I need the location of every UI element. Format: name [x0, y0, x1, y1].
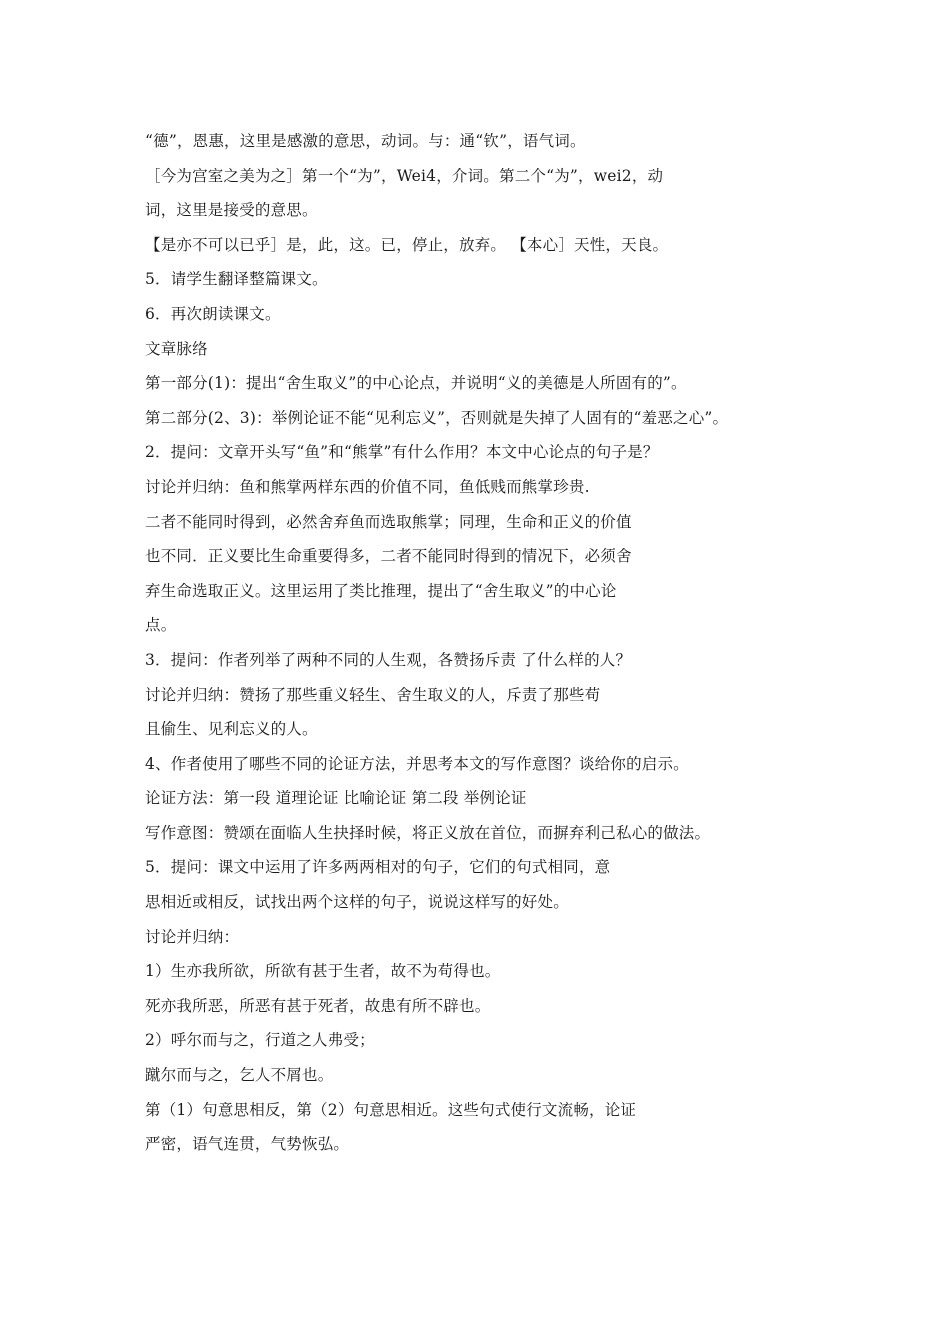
text-line: 1）生亦我所欲，所欲有甚于生者，故不为苟得也。 — [145, 962, 501, 981]
text-line: 讨论并归纳：赞扬了那些重义轻生、舍生取义的人，斥责了那些苟 — [145, 685, 601, 704]
text-line: 第（1）句意思相反，第（2）句意思相近。这些句式使行文流畅，论证 — [145, 1100, 637, 1119]
text-line: 且偷生、见利忘义的人。 — [145, 720, 318, 739]
text-line: 讨论并归纳： — [145, 927, 240, 946]
section-heading: 文章脉络 — [145, 339, 208, 358]
text-line: 第二部分(2、3)：举例论证不能“见利忘义”，否则就是失掉了人固有的“羞恶之心”。 — [145, 408, 729, 427]
text-line: 2．提问：文章开头写“鱼”和“熊掌”有什么作用？本文中心论点的句子是？ — [145, 443, 659, 462]
text-line: “德”，恩惠，这里是感激的意思，动词。与：通“钦”，语气词。 — [145, 132, 586, 150]
text-line: 二者不能同时得到，必然舍弃鱼而选取熊掌；同理，生命和正义的价值 — [145, 512, 632, 531]
text-line: 第一部分(1)：提出“舍生取义”的中心论点，并说明“义的美德是人所固有的”。 — [145, 374, 687, 393]
text-line: ［今为宫室之美为之］第一个“为”，Wei4，介词。第二个“为”，wei2，动 — [145, 166, 664, 185]
text-line: 思相近或相反，试找出两个这样的句子，说说这样写的好处。 — [145, 893, 569, 912]
text-line: 也不同．正义要比生命重要得多，二者不能同时得到的情况下，必须舍 — [145, 547, 632, 566]
text-line: 5．请学生翻译整篇课文。 — [145, 270, 328, 289]
text-line: 5．提问：课文中运用了许多两两相对的句子，它们的句式相同，意 — [145, 858, 611, 877]
text-line: 论证方法：第一段 道理论证 比喻论证 第二段 举例论证 — [145, 789, 527, 808]
text-line: 点。 — [145, 616, 177, 635]
text-line: 弃生命选取正义。这里运用了类比推理，提出了“舍生取义”的中心论 — [145, 581, 617, 600]
text-line: 词，这里是接受的意思。 — [145, 201, 318, 220]
text-line: 6．再次朗读课文。 — [145, 304, 281, 323]
text-line: 严密，语气连贯，气势恢弘。 — [145, 1135, 350, 1154]
text-line: 4、作者使用了哪些不同的论证方法，并思考本文的写作意图？谈给你的启示。 — [145, 754, 689, 773]
text-line: 讨论并归纳：鱼和熊掌两样东西的价值不同，鱼低贱而熊掌珍贵. — [145, 477, 590, 496]
document-body — [145, 124, 845, 1162]
text-line: 写作意图：赞颂在面临人生抉择时候，将正义放在首位，而摒弃利己私心的做法。 — [145, 823, 711, 842]
text-line: 蹴尔而与之，乞人不屑也。 — [145, 1066, 334, 1085]
text-line: 2）呼尔而与之，行道之人弗受； — [145, 1031, 375, 1050]
text-line: 3．提问：作者列举了两种不同的人生观，各赞扬斥责 了什么样的人？ — [145, 650, 632, 669]
text-line: 【是亦不可以已乎］是，此，这。已，停止，放弃。 【本心］天性，天良。 — [145, 235, 669, 254]
text-line: 死亦我所恶，所恶有甚于死者，故患有所不辟也。 — [145, 996, 491, 1015]
